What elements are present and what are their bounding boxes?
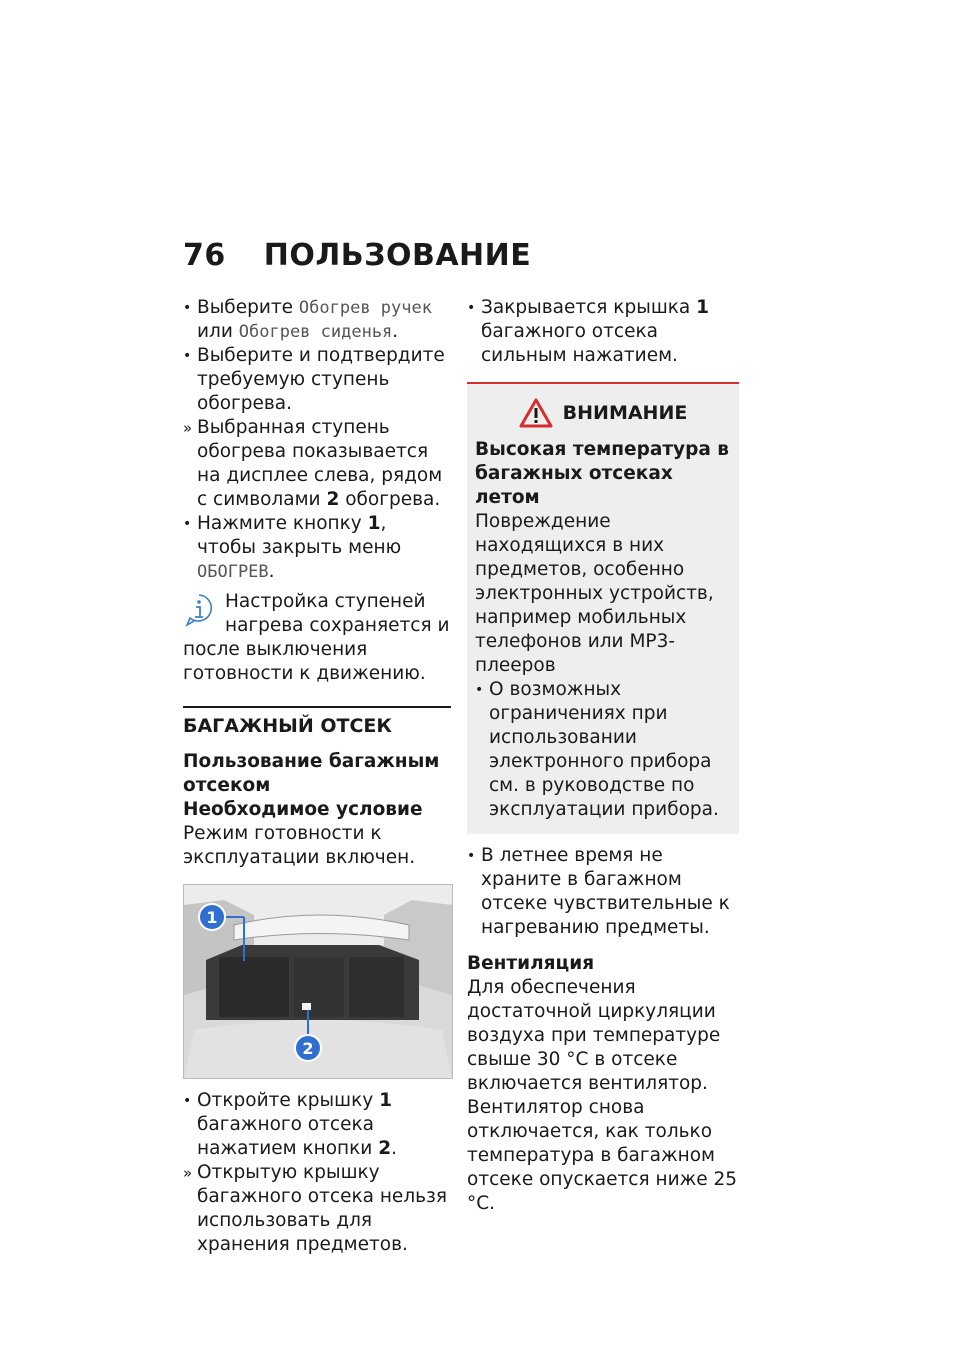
bullet-dot-icon: •: [475, 682, 484, 698]
result-arrow-icon: »: [183, 419, 193, 437]
subsection-title: Пользование багажным отсеком: [183, 751, 440, 796]
info-note: Настройка ступеней нагрева сохраняется и после выключения готовности к движению.: [183, 591, 450, 684]
warning-header: [475, 398, 731, 428]
bullet-dot-icon: •: [183, 1093, 192, 1109]
condition-text: Режим готовности к эксплуатации включен.: [183, 823, 416, 868]
list-item: • Нажмите кнопку 1, чтобы закрыть меню ОБОГРЕВ.: [183, 513, 402, 582]
list-item: • Откройте крышку 1 багажного отсека нажатием кнопки 2.: [183, 1090, 397, 1159]
menu-option: ОБОГРЕВ: [197, 562, 269, 582]
figure-luggage-compartment: [183, 884, 453, 1079]
warning-box: [467, 382, 739, 834]
bullet-dot-icon: •: [183, 516, 192, 532]
section-title: БАГАЖНЫЙ ОТСЕК: [183, 706, 451, 738]
warning-label: ВНИМАНИЕ: [562, 402, 688, 424]
callout-2-label: 2: [302, 1039, 314, 1058]
result-item: » Выбранная ступень обогрева показывается на дисплее слева, рядом с символами 2 обогрева.: [183, 417, 443, 510]
menu-option: Обогрев сиденья: [238, 322, 393, 342]
menu-option: Обогрев ручек: [298, 298, 432, 318]
ventilation-text: Для обеспечения достаточной циркуляции воздуха при температуре свыше 30 °C в отсеке включается вентилятор. Вентилятор снова отключается, как только температура в багажном отсеке опускается ниже 25 °C.: [467, 977, 738, 1214]
bullet-dot-icon: •: [183, 348, 192, 364]
list-item: • Выберите Обогрев ручек или Обогрев сиденья.: [183, 297, 432, 342]
list-item: • В летнее время не храните в багажном отсеке чувствительные к нагреванию предметы.: [467, 845, 730, 938]
page-header: [183, 238, 531, 273]
ventilation-title: Вентиляция: [467, 953, 595, 974]
bullet-dot-icon: •: [183, 300, 192, 316]
result-item: » Открытую крышку багажного отсека нельзя использовать для хранения предметов.: [183, 1162, 448, 1255]
luggage-compartment-illustration: [184, 885, 452, 1078]
condition-title: Необходимое условие: [183, 799, 423, 820]
warning-text: Повреждение находящихся в них предметов, особенно электронных устройств, например мобильных телефонов или MP3-плееров: [475, 511, 714, 676]
list-item: • Выберите и подтвердите требуемую ступень обогрева.: [183, 345, 445, 414]
info-icon: [183, 592, 215, 628]
warning-triangle-icon: [519, 398, 553, 428]
page-title: ПОЛЬЗОВАНИЕ: [263, 238, 532, 273]
page-number: 76: [183, 238, 226, 273]
left-column: [183, 296, 451, 1257]
warning-bullet: • О возможных ограничениях при использовании электронного прибора см. в руководстве по эксплуатации прибора.: [475, 679, 719, 820]
bullet-dot-icon: •: [467, 300, 476, 316]
list-item: • Закрывается крышка 1 багажного отсека сильным нажатием.: [467, 297, 710, 366]
result-arrow-icon: »: [183, 1164, 193, 1182]
bullet-dot-icon: •: [467, 848, 476, 864]
warning-title: Высокая температура в багажных отсеках летом: [475, 439, 729, 508]
right-column: [467, 296, 739, 1216]
callout-1-label: 1: [206, 908, 218, 927]
